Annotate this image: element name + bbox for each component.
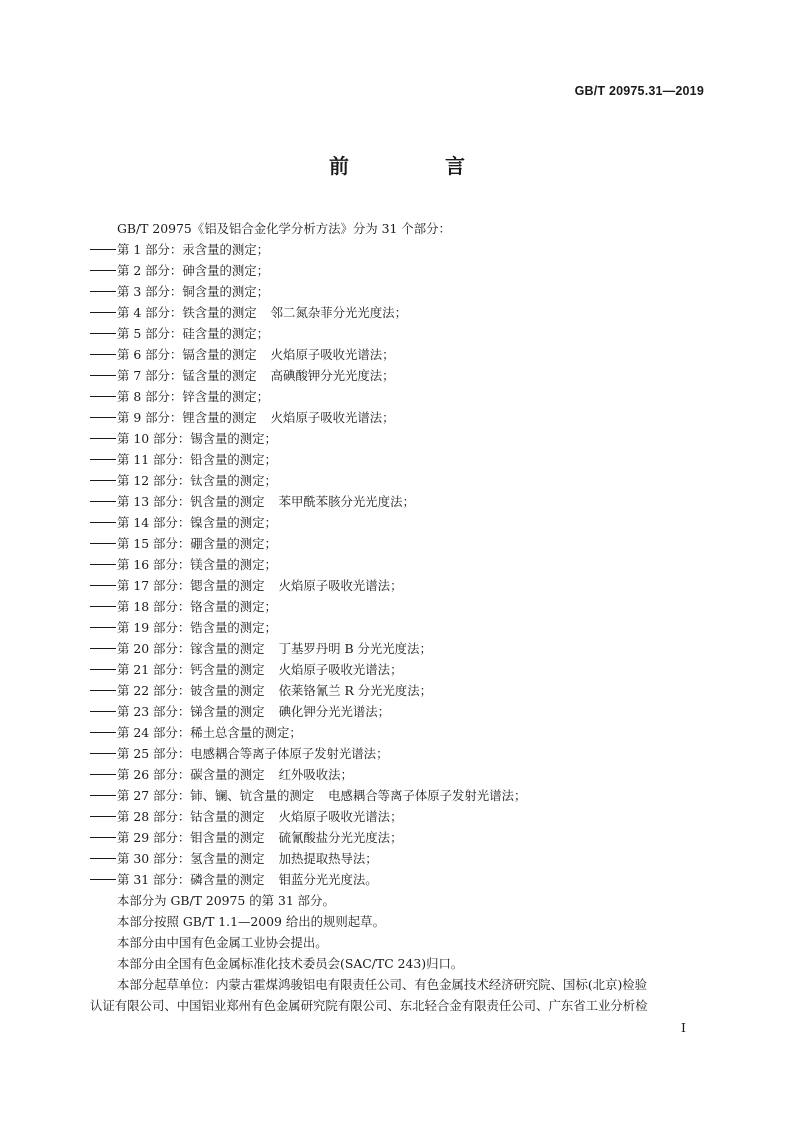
part-method: 电感耦合等离子体原子发射光谱法； (328, 788, 527, 803)
part-list-item (90, 239, 710, 260)
em-dash-marker (90, 564, 116, 566)
em-dash-marker (90, 732, 116, 734)
part-list-item (90, 386, 710, 407)
part-label: 第 27 部分：铈、镧、钪含量的测定 (117, 788, 315, 803)
notes-list (90, 890, 710, 995)
part-method: 碘化钾分光光谱法； (278, 704, 391, 719)
part-label: 第 7 部分：锰含量的测定 (117, 368, 257, 383)
part-method: 高碘酸钾分光光度法； (270, 368, 395, 383)
part-method: 丁基罗丹明 B 分光光度法； (278, 641, 432, 656)
part-label: 第 17 部分：锶含量的测定 (117, 578, 265, 593)
part-list-item (90, 659, 710, 680)
part-list-item (90, 260, 710, 281)
part-list-item (90, 323, 710, 344)
part-label: 第 24 部分：稀土总含量的测定； (117, 725, 302, 740)
parts-list (90, 239, 710, 890)
foreword-body (90, 218, 710, 1016)
part-label: 第 29 部分：钼含量的测定 (117, 830, 265, 845)
em-dash-marker (90, 417, 116, 419)
part-list-item (90, 764, 710, 785)
part-method: 依莱铬氰兰 R 分光光度法； (278, 683, 433, 698)
part-label: 第 2 部分：砷含量的测定； (117, 263, 270, 278)
em-dash-marker (90, 774, 116, 776)
part-label: 第 6 部分：镉含量的测定 (117, 347, 257, 362)
em-dash-marker (90, 648, 116, 650)
em-dash-marker (90, 438, 116, 440)
part-method: 火焰原子吸收光谱法； (270, 347, 395, 362)
em-dash-marker (90, 753, 116, 755)
em-dash-marker (90, 333, 116, 335)
part-list-item (90, 680, 710, 701)
part-list-item (90, 806, 710, 827)
em-dash-marker (90, 459, 116, 461)
intro-paragraph: GB/T 20975《铝及铝合金化学分析方法》分为 31 个部分： (117, 221, 451, 236)
note-paragraph: 本部分由中国有色金属工业协会提出。 (117, 935, 328, 950)
em-dash-marker (90, 627, 116, 629)
em-dash-marker (90, 858, 116, 860)
em-dash-marker (90, 879, 116, 881)
part-label: 第 18 部分：铬含量的测定； (117, 599, 277, 614)
part-label: 第 8 部分：锌含量的测定； (117, 389, 270, 404)
em-dash-marker (90, 312, 116, 314)
part-label: 第 9 部分：锂含量的测定 (117, 410, 257, 425)
part-list-item (90, 470, 710, 491)
em-dash-marker (90, 249, 116, 251)
note-paragraph: 本部分起草单位：内蒙古霍煤鸿骏铝电有限责任公司、有色金属技术经济研究院、国标(北京)检验 (117, 977, 648, 992)
part-method: 火焰原子吸收光谱法； (278, 809, 403, 824)
em-dash-marker (90, 543, 116, 545)
part-list-item (90, 344, 710, 365)
em-dash-marker (90, 606, 116, 608)
part-label: 第 4 部分：铁含量的测定 (117, 305, 257, 320)
part-list-item (90, 596, 710, 617)
em-dash-marker (90, 270, 116, 272)
part-list-item (90, 785, 710, 806)
part-method: 钼蓝分光光度法。 (278, 872, 378, 887)
part-method: 加热提取热导法； (278, 851, 378, 866)
part-label: 第 11 部分：铅含量的测定； (117, 452, 277, 467)
em-dash-marker (90, 711, 116, 713)
em-dash-marker (90, 375, 116, 377)
part-label: 第 21 部分：钙含量的测定 (117, 662, 265, 677)
part-label: 第 12 部分：钛含量的测定； (117, 473, 277, 488)
em-dash-marker (90, 480, 116, 482)
part-list-item (90, 302, 710, 323)
part-list-item (90, 575, 710, 596)
part-method: 硫氰酸盐分光光度法； (278, 830, 403, 845)
part-list-item (90, 554, 710, 575)
em-dash-marker (90, 396, 116, 398)
part-list-item (90, 743, 710, 764)
part-label: 第 22 部分：铍含量的测定 (117, 683, 265, 698)
part-list-item (90, 848, 710, 869)
part-method: 苯甲酰苯胲分光光度法； (278, 494, 415, 509)
part-method: 火焰原子吸收光谱法； (278, 662, 403, 677)
part-list-item (90, 407, 710, 428)
part-label: 第 5 部分：硅含量的测定； (117, 326, 270, 341)
em-dash-marker (90, 816, 116, 818)
em-dash-marker (90, 522, 116, 524)
part-label: 第 19 部分：锆含量的测定； (117, 620, 277, 635)
part-list-item (90, 281, 710, 302)
note-paragraph: 本部分由全国有色金属标准化技术委员会(SAC/TC 243)归口。 (117, 956, 464, 971)
part-method: 火焰原子吸收光谱法； (270, 410, 395, 425)
part-label: 第 28 部分：钴含量的测定 (117, 809, 265, 824)
part-label: 第 3 部分：铜含量的测定； (117, 284, 270, 299)
part-list-item (90, 701, 710, 722)
em-dash-marker (90, 585, 116, 587)
part-label: 第 30 部分：氢含量的测定 (117, 851, 265, 866)
em-dash-marker (90, 501, 116, 503)
part-label: 第 14 部分：镍含量的测定； (117, 515, 277, 530)
continuation-line: 认证有限公司、中国铝业郑州有色金属研究院有限公司、东北轻合金有限责任公司、广东省工业分析检 (90, 998, 648, 1013)
part-label: 第 25 部分：电感耦合等离子体原子发射光谱法； (117, 746, 389, 761)
part-label: 第 16 部分：镁含量的测定； (117, 557, 277, 572)
page-number: I (681, 1020, 686, 1035)
part-list-item (90, 533, 710, 554)
em-dash-marker (90, 837, 116, 839)
standard-code: GB/T 20975.31—2019 (574, 84, 704, 98)
em-dash-marker (90, 291, 116, 293)
part-list-item (90, 491, 710, 512)
part-label: 第 15 部分：硼含量的测定； (117, 536, 277, 551)
em-dash-marker (90, 354, 116, 356)
part-list-item (90, 869, 710, 890)
part-list-item (90, 512, 710, 533)
part-list-item (90, 428, 710, 449)
part-label: 第 13 部分：钒含量的测定 (117, 494, 265, 509)
part-label: 第 1 部分：汞含量的测定； (117, 242, 270, 257)
em-dash-marker (90, 795, 116, 797)
part-label: 第 31 部分：磷含量的测定 (117, 872, 265, 887)
note-paragraph: 本部分按照 GB/T 1.1—2009 给出的规则起草。 (117, 914, 385, 929)
part-method: 邻二氮杂菲分光光度法； (270, 305, 407, 320)
part-method: 火焰原子吸收光谱法； (278, 578, 403, 593)
part-list-item (90, 449, 710, 470)
part-list-item (90, 722, 710, 743)
part-label: 第 20 部分：镓含量的测定 (117, 641, 265, 656)
note-paragraph: 本部分为 GB/T 20975 的第 31 部分。 (117, 893, 335, 908)
part-list-item (90, 617, 710, 638)
part-label: 第 10 部分：锡含量的测定； (117, 431, 277, 446)
em-dash-marker (90, 669, 116, 671)
em-dash-marker (90, 690, 116, 692)
part-list-item (90, 638, 710, 659)
part-list-item (90, 365, 710, 386)
part-list-item (90, 827, 710, 848)
part-method: 红外吸收法； (278, 767, 353, 782)
page-title: 前 言 (329, 154, 503, 178)
part-label: 第 26 部分：碳含量的测定 (117, 767, 265, 782)
part-label: 第 23 部分：锑含量的测定 (117, 704, 265, 719)
